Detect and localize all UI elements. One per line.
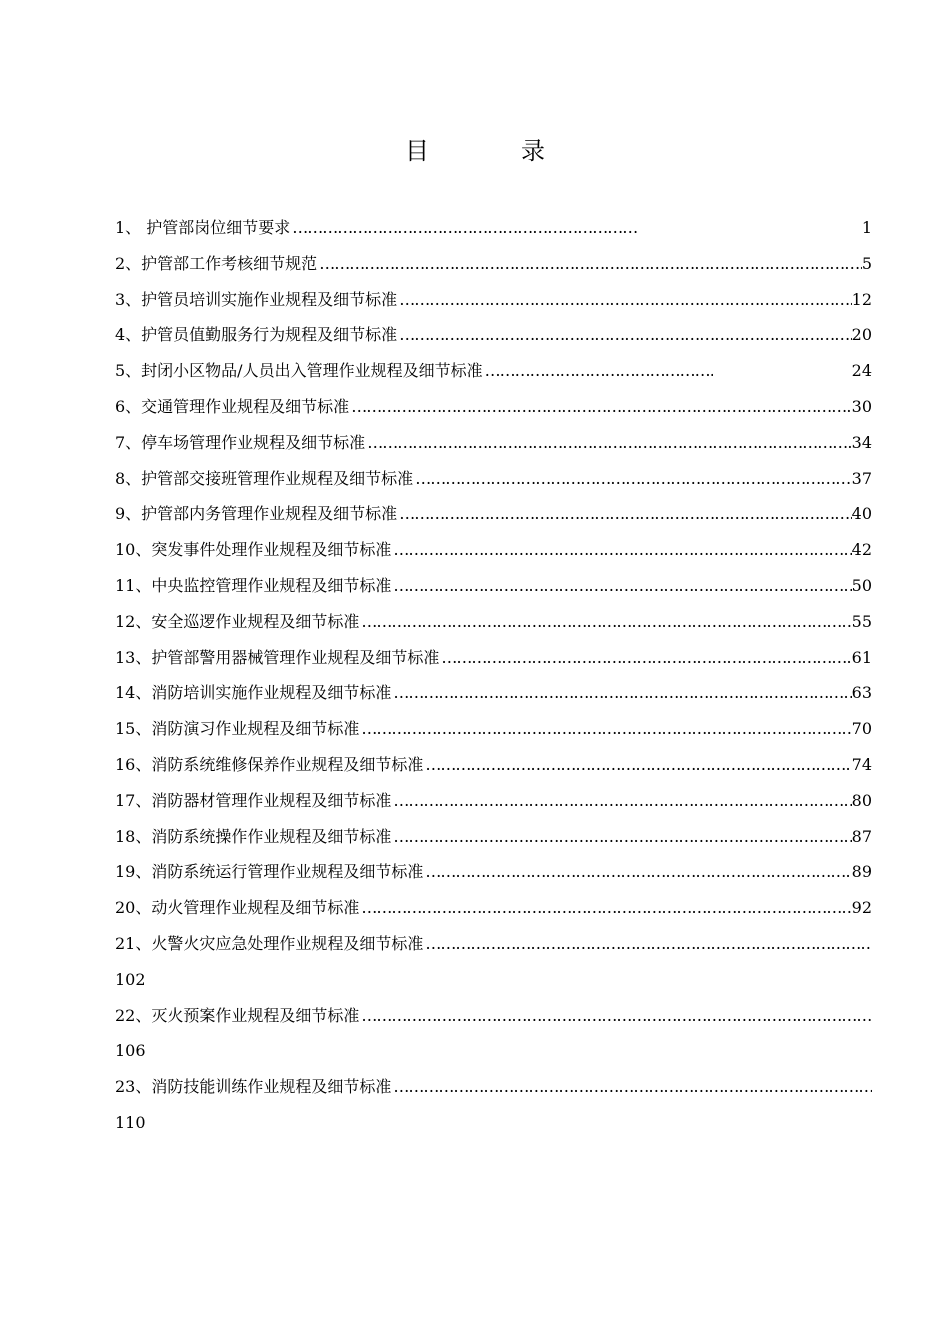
- toc-entry[interactable]: [115, 711, 872, 747]
- table-of-contents: [115, 210, 872, 1141]
- toc-page-number: 12: [851, 289, 872, 309]
- toc-page-number: 30: [851, 396, 872, 416]
- toc-dot-leader: [399, 317, 851, 353]
- toc-entry-title: 5、封闭小区物品/人员出入管理作业规程及细节标准: [115, 361, 483, 381]
- toc-entry-page-line: [115, 1033, 872, 1069]
- toc-entry[interactable]: [115, 747, 872, 783]
- toc-page-number: 87: [851, 826, 872, 846]
- toc-dot-leader: [485, 353, 713, 389]
- toc-entry[interactable]: [115, 926, 872, 962]
- toc-dot-leader: [367, 425, 851, 461]
- toc-entry-title: 10、突发事件处理作业规程及细节标准: [115, 540, 392, 560]
- toc-entry-title: 7、停车场管理作业规程及细节标准: [115, 432, 366, 452]
- toc-page-number: 55: [851, 611, 872, 631]
- toc-dot-leader: [393, 1069, 872, 1105]
- toc-page-number: 92: [851, 898, 872, 918]
- toc-entry-title: 22、灭火预案作业规程及细节标准: [115, 1005, 360, 1025]
- toc-entry-title: 14、消防培训实施作业规程及细节标准: [115, 683, 392, 703]
- toc-dot-leader: [361, 711, 851, 747]
- toc-page-number: 74: [851, 754, 872, 774]
- toc-dot-leader: [361, 998, 872, 1034]
- toc-entry[interactable]: [115, 461, 872, 497]
- toc-page-number: 1: [861, 218, 872, 237]
- toc-dot-leader: [425, 747, 851, 783]
- toc-entry[interactable]: [115, 890, 872, 926]
- toc-dot-leader: [399, 282, 851, 318]
- toc-entry-title: 9、护管部内务管理作业规程及细节标准: [115, 504, 398, 524]
- page-title: 目 录: [405, 137, 579, 165]
- toc-page-number: 102: [115, 969, 146, 989]
- toc-dot-leader: [393, 675, 851, 711]
- toc-dot-leader: [393, 532, 851, 568]
- toc-entry[interactable]: [115, 353, 872, 389]
- toc-entry[interactable]: [115, 246, 872, 282]
- toc-entry[interactable]: [115, 425, 872, 461]
- toc-entry-title: 20、动火管理作业规程及细节标准: [115, 898, 360, 918]
- toc-entry[interactable]: [115, 819, 872, 855]
- toc-entry[interactable]: [115, 317, 872, 353]
- toc-entry[interactable]: [115, 675, 872, 711]
- toc-entry[interactable]: [115, 496, 872, 532]
- toc-entry-page-line: [115, 1105, 872, 1141]
- toc-page-number: 5: [861, 253, 872, 273]
- toc-page-number: 40: [851, 504, 872, 524]
- toc-entry[interactable]: [115, 998, 872, 1034]
- toc-entry[interactable]: [115, 783, 872, 819]
- toc-dot-leader: [319, 246, 862, 282]
- toc-dot-leader: [425, 926, 872, 962]
- toc-entry-title: 6、交通管理作业规程及细节标准: [115, 396, 350, 416]
- toc-entry-title: 17、消防器材管理作业规程及细节标准: [115, 790, 392, 810]
- toc-page-number: 89: [851, 862, 872, 882]
- toc-dot-leader: [415, 461, 851, 497]
- toc-entry[interactable]: [115, 532, 872, 568]
- toc-entry-page-line: [115, 962, 872, 998]
- toc-page-number: 110: [115, 1112, 146, 1132]
- toc-entry-title: 21、火警火灾应急处理作业规程及细节标准: [115, 933, 424, 953]
- toc-entry[interactable]: [115, 568, 872, 604]
- toc-page-number: 106: [115, 1041, 146, 1061]
- toc-entry[interactable]: [115, 604, 872, 640]
- toc-page-number: 20: [851, 325, 872, 345]
- toc-entry-title: 18、消防系统操作作业规程及细节标准: [115, 826, 392, 846]
- toc-dot-leader: [425, 854, 851, 890]
- toc-page-number: 37: [851, 468, 872, 488]
- toc-dot-leader: [441, 640, 851, 676]
- toc-entry[interactable]: [115, 282, 872, 318]
- toc-page-number: 70: [851, 719, 872, 739]
- toc-dot-leader: [351, 389, 851, 425]
- toc-page-number: 61: [851, 647, 872, 667]
- toc-entry-title: 11、中央监控管理作业规程及细节标准: [115, 575, 392, 595]
- toc-entry[interactable]: [115, 389, 872, 425]
- toc-dot-leader: [399, 496, 851, 532]
- toc-page-number: 50: [851, 575, 872, 595]
- toc-dot-leader: [361, 890, 851, 926]
- toc-dot-leader: [393, 568, 851, 604]
- toc-entry-title: 19、消防系统运行管理作业规程及细节标准: [115, 862, 424, 882]
- toc-page-number: 63: [851, 683, 872, 703]
- toc-entry-title: 3、护管员培训实施作业规程及细节标准: [115, 289, 398, 309]
- toc-page-number: 24: [851, 361, 872, 381]
- toc-entry-title: 13、护管部警用器械管理作业规程及细节标准: [115, 647, 440, 667]
- toc-entry-title: 23、消防技能训练作业规程及细节标准: [115, 1077, 392, 1097]
- toc-dot-leader: [393, 819, 851, 855]
- toc-entry-title: 8、护管部交接班管理作业规程及细节标准: [115, 468, 414, 488]
- toc-dot-leader: [393, 783, 851, 819]
- toc-entry[interactable]: [115, 210, 872, 246]
- toc-dot-leader: [361, 604, 851, 640]
- toc-entry[interactable]: [115, 640, 872, 676]
- toc-entry[interactable]: [115, 1069, 872, 1105]
- toc-entry-title: 4、护管员值勤服务行为规程及细节标准: [115, 325, 398, 345]
- toc-entry-title: 15、消防演习作业规程及细节标准: [115, 719, 360, 739]
- toc-entry-title: 2、护管部工作考核细节规范: [115, 253, 318, 273]
- toc-page-number: 42: [851, 540, 872, 560]
- toc-page-number: 34: [851, 432, 872, 452]
- toc-page-number: 80: [851, 790, 872, 810]
- toc-dot-leader: [292, 210, 637, 246]
- toc-entry-title: 16、消防系统维修保养作业规程及细节标准: [115, 754, 424, 774]
- toc-entry-title: 1、 护管部岗位细节要求: [115, 218, 291, 237]
- toc-entry[interactable]: [115, 854, 872, 890]
- toc-entry-title: 12、安全巡逻作业规程及细节标准: [115, 611, 360, 631]
